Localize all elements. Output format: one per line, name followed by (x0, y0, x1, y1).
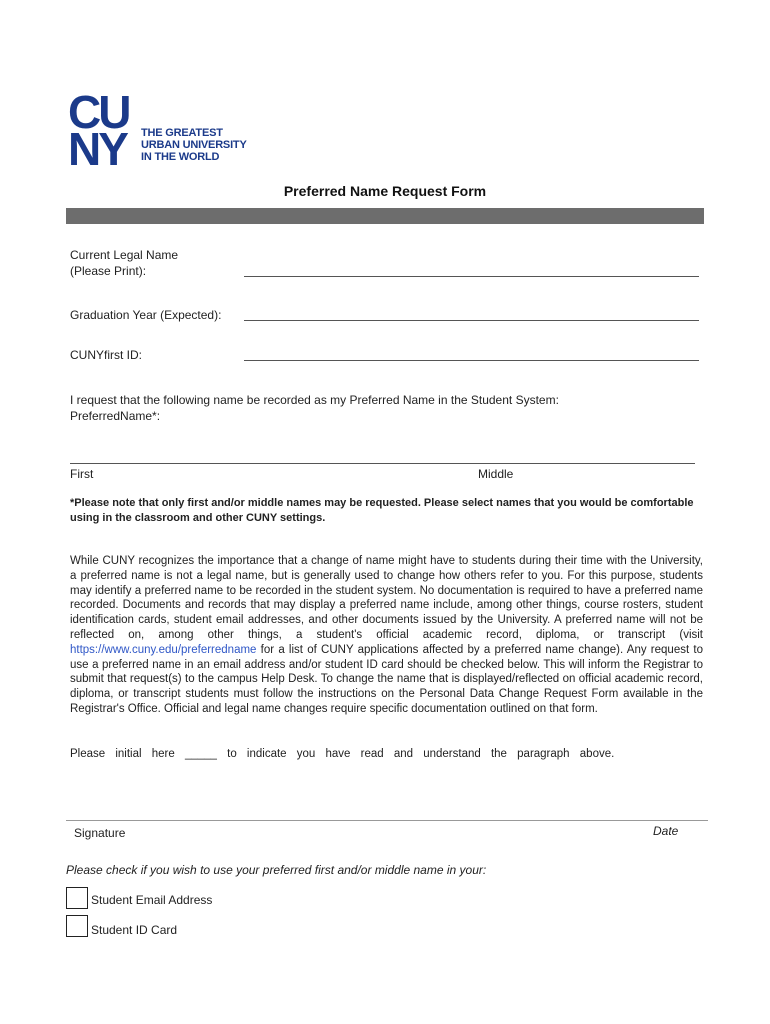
legal-name-label (70, 247, 178, 279)
student-id-card-checkbox[interactable] (66, 915, 88, 937)
tagline-line-2: URBAN UNIVERSITY (141, 139, 247, 151)
policy-paragraph-text-2: for a list of CUNY applications affected by a preferred name change). Any request to use a preferred name in an email address and/or student ID card should be checked below. This will inform the Registrar to submit that request(s) to the campus Help Desk. To change the name that is displayed/reflected on official academic record, diploma, or transcript students must follow the instructions on the Personal Data Change Request Form available in the Registrar's Office. Official and legal name changes require specific documentation outlined on that form. (70, 643, 703, 715)
student-email-label: Student Email Address (91, 893, 213, 907)
initial-acknowledgement[interactable]: Please initial here _____ to indicate you have read and understand the paragraph above. (70, 748, 615, 760)
tagline-line-1: THE GREATEST (141, 127, 223, 139)
policy-paragraph-text-1: While CUNY recognizes the importance that a change of name might have to students during their time with the University, a preferred name is not a legal name, but is generally used to change how others refer to you. For this purpose, students may identify a preferred name to be recorded in the student system. No documentation is required to have a preferred name recorded. Documents and records that may display a preferred name include, among other things, course rosters, student identification cards, student email addresses, and other documents issued by the University. A preferred name will not be reflected on, among other things, a student's official academic record, diploma, or transcript (visit (70, 555, 703, 641)
student-id-card-label: Student ID Card (91, 923, 178, 937)
grad-year-label: Graduation Year (Expected): (70, 308, 222, 322)
cunyfirst-id-label: CUNYfirst ID: (70, 348, 142, 362)
tagline-line-3: IN THE WORLD (141, 151, 220, 163)
student-email-checkbox[interactable] (66, 887, 88, 909)
header-divider-bar (66, 208, 704, 224)
request-line-1: I request that the following name be recorded as my Preferred Name in the Student System: (70, 393, 559, 407)
preferred-name-field[interactable] (70, 463, 695, 464)
signature-label: Signature (74, 826, 126, 840)
legal-name-label-line-1: Current Legal Name (70, 248, 179, 262)
middle-name-label: Middle (478, 467, 514, 481)
cunyfirst-id-field[interactable] (244, 360, 699, 361)
preferred-name-link[interactable]: https://www.cuny.edu/preferredname (70, 643, 257, 656)
policy-paragraph (70, 554, 703, 717)
signature-line[interactable] (66, 820, 708, 821)
logo-tagline (141, 127, 247, 163)
first-name-label: First (70, 467, 94, 481)
form-title: Preferred Name Request Form (283, 183, 487, 199)
grad-year-field[interactable] (244, 320, 699, 321)
preferred-name-note: *Please note that only first and/or middle names may be requested. Please select names that you would be comfortable using in the classroom and other CUNY settings. (70, 497, 694, 524)
logo-ny: NY (68, 123, 126, 168)
logo-cu: CU (68, 93, 129, 138)
cuny-logo-mark (68, 93, 143, 168)
legal-name-field[interactable] (244, 276, 699, 277)
check-instructions: Please check if you wish to use your preferred first and/or middle name in your: (66, 863, 487, 877)
legal-name-label-line-2: (Please Print): (70, 264, 147, 278)
request-statement (70, 392, 710, 424)
date-label: Date (653, 824, 679, 838)
preferred-name-label: PreferredName*: (70, 409, 161, 423)
